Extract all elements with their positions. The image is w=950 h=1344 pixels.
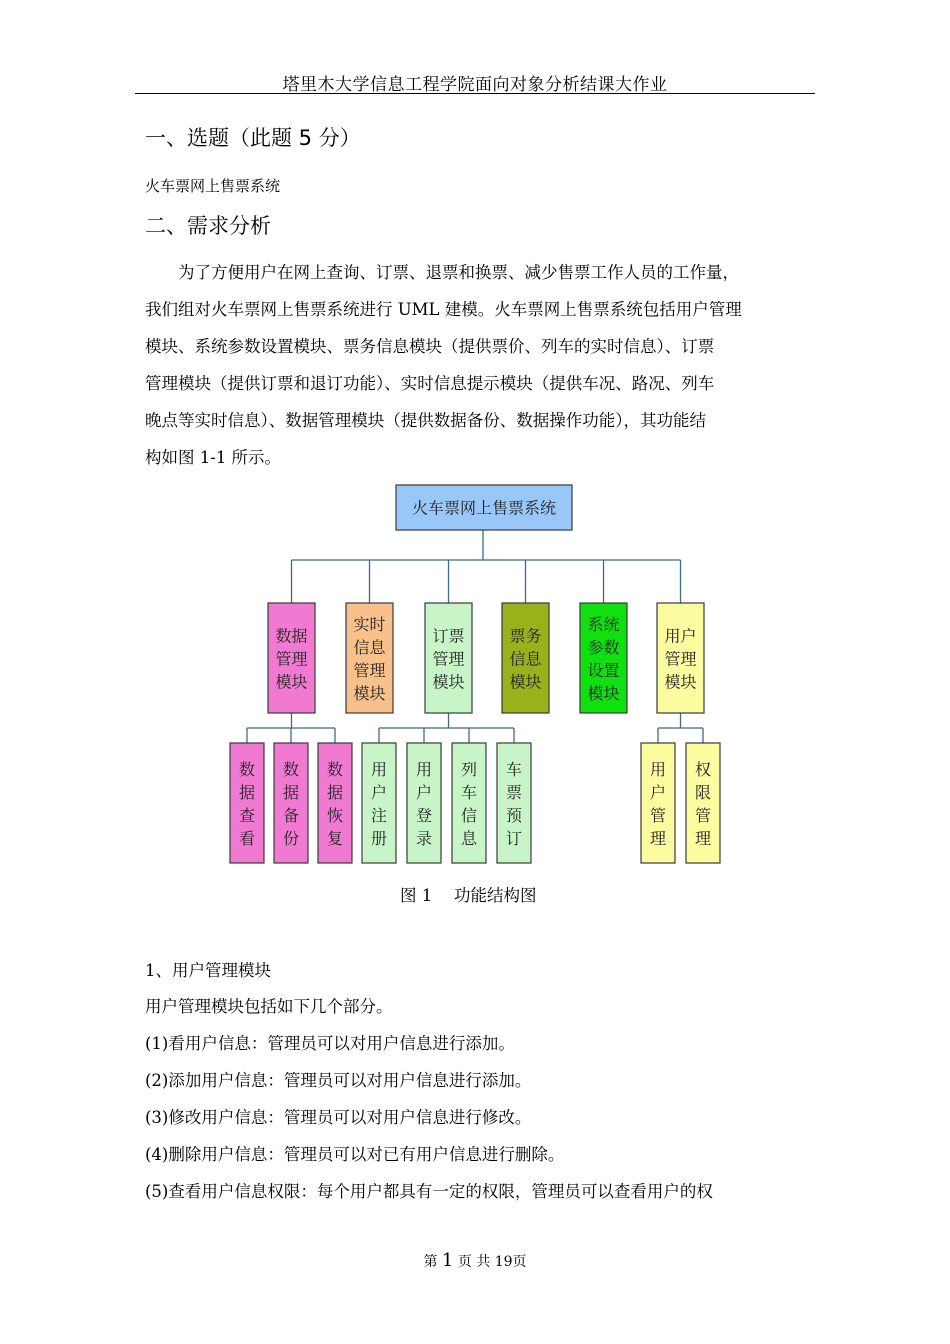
footer-prefix: 第 xyxy=(423,1254,438,1270)
module-box-5-label-line: 模块 xyxy=(587,683,620,703)
module-box-5-label-line: 系统 xyxy=(587,614,620,634)
data-sub-box-3 xyxy=(318,743,352,863)
module-box-3-label-line: 订票 xyxy=(432,626,465,646)
module-box-2-label-line: 管理 xyxy=(353,660,386,680)
data-sub-box-2-label-line: 数 xyxy=(282,759,300,779)
root-box xyxy=(396,485,572,530)
order-sub-box-1 xyxy=(362,743,396,863)
order-sub-box-2-label-line: 录 xyxy=(415,828,433,848)
data-sub-box-1-label-line: 查 xyxy=(238,805,256,825)
module-box-2-label-line: 信息 xyxy=(353,637,386,657)
order-sub-box-3-label-line: 息 xyxy=(460,828,478,848)
data-sub-box-2-label-line: 备 xyxy=(282,805,300,825)
requirement-line-2: 我们组对火车票网上售票系统进行 UML 建模。火车票网上售票系统包括用户管理 xyxy=(145,300,742,319)
data-sub-box-2-label-line: 据 xyxy=(282,782,300,802)
root-box-label-line: 火车票网上售票系统 xyxy=(411,498,557,518)
order-sub-box-4-label-line: 票 xyxy=(505,782,523,802)
data-sub-box-2-label-line: 份 xyxy=(282,828,300,848)
module-box-5-label-line: 参数 xyxy=(587,637,620,657)
module-box-2-label-line: 模块 xyxy=(353,683,386,703)
section3-intro: 用户管理模块包括如下几个部分。 xyxy=(145,997,393,1016)
data-sub-box-1 xyxy=(230,743,264,863)
data-sub-box-1-label-line: 数 xyxy=(238,759,256,779)
order-sub-box-4-label-line: 订 xyxy=(505,828,523,848)
user-sub-box-2-label-line: 限 xyxy=(694,782,712,802)
requirement-line-4: 管理模块（提供订票和退订功能）、实时信息提示模块（提供车况、路况、列车 xyxy=(145,374,715,393)
module-box-3-label-line: 模块 xyxy=(432,672,465,692)
data-sub-box-3-label-line: 据 xyxy=(326,782,344,802)
module-box-2-label-line: 实时 xyxy=(353,614,386,634)
module-box-6-label-line: 管理 xyxy=(664,649,697,669)
topic-text: 火车票网上售票系统 xyxy=(145,177,281,195)
requirement-line-6: 构如图 1-1 所示。 xyxy=(145,448,282,467)
order-sub-box-2-label-line: 户 xyxy=(415,782,433,802)
module-box-4-label-line: 票务 xyxy=(509,626,542,646)
module-box-3-label-line: 管理 xyxy=(432,649,465,669)
data-sub-box-3-label-line: 数 xyxy=(326,759,344,779)
module-box-6 xyxy=(657,603,704,713)
page-footer xyxy=(0,1250,950,1271)
order-sub-box-3-label-line: 信 xyxy=(460,805,478,825)
module-box-4-label-line: 模块 xyxy=(509,672,542,692)
footer-middle: 页 共 xyxy=(457,1254,491,1270)
data-sub-box-3-label-line: 复 xyxy=(326,828,344,848)
module-box-6-label-line: 用户 xyxy=(664,626,697,646)
footer-suffix: 页 xyxy=(512,1254,527,1270)
module-box-4 xyxy=(502,603,549,713)
module-box-5 xyxy=(580,603,627,713)
page-header: 塔里木大学信息工程学院面向对象分析结课大作业 xyxy=(282,75,668,95)
requirement-line-3: 模块、系统参数设置模块、票务信息模块（提供票价、列车的实时信息）、订票 xyxy=(145,337,715,356)
module-box-4-label-line: 信息 xyxy=(509,649,542,669)
module-box-5-label-line: 设置 xyxy=(587,660,620,680)
list-item-3: (3)修改用户信息：管理员可以对用户信息进行修改。 xyxy=(145,1108,532,1127)
module-box-2 xyxy=(346,603,393,713)
figure-caption: 图 1 功能结构图 xyxy=(400,886,537,905)
section1-heading: 一、选题（此题 5 分） xyxy=(145,126,361,150)
user-sub-box-1-label-line: 户 xyxy=(649,782,667,802)
list-item-4: (4)删除用户信息：管理员可以对已有用户信息进行删除。 xyxy=(145,1145,565,1164)
order-sub-box-1-label-line: 户 xyxy=(370,782,388,802)
user-sub-box-1 xyxy=(641,743,675,863)
footer-total-pages: 19 xyxy=(494,1254,513,1270)
module-box-1-label-line: 管理 xyxy=(275,649,308,669)
data-sub-box-1-label-line: 据 xyxy=(238,782,256,802)
user-sub-box-2 xyxy=(686,743,720,863)
user-sub-box-1-label-line: 管 xyxy=(649,805,667,825)
section2-heading: 二、需求分析 xyxy=(145,214,271,238)
module-box-1-label-line: 模块 xyxy=(275,672,308,692)
module-box-1 xyxy=(268,603,315,713)
requirement-line-5: 晚点等实时信息）、数据管理模块（提供数据备份、数据操作功能），其功能结 xyxy=(145,411,706,430)
footer-page-number: 1 xyxy=(441,1250,454,1271)
module-box-6-label-line: 模块 xyxy=(664,672,697,692)
user-sub-box-2-label-line: 理 xyxy=(694,828,712,848)
order-sub-box-1-label-line: 用 xyxy=(370,759,388,779)
data-sub-box-1-label-line: 看 xyxy=(238,828,256,848)
order-sub-box-2 xyxy=(407,743,441,863)
order-sub-box-4-label-line: 预 xyxy=(505,805,523,825)
section3-heading: 1、用户管理模块 xyxy=(145,961,271,980)
order-sub-box-4 xyxy=(497,743,531,863)
order-sub-box-2-label-line: 登 xyxy=(415,805,433,825)
data-sub-box-3-label-line: 恢 xyxy=(326,805,344,825)
user-sub-box-2-label-line: 权 xyxy=(694,759,712,779)
user-sub-box-1-label-line: 用 xyxy=(649,759,667,779)
order-sub-box-1-label-line: 注 xyxy=(370,805,388,825)
list-item-1: (1)看用户信息：管理员可以对用户信息进行添加。 xyxy=(145,1034,515,1053)
data-sub-box-2 xyxy=(274,743,308,863)
requirement-line-1: 为了方便用户在网上查询、订票、退票和换票、减少售票工作人员的工作量， xyxy=(145,263,739,282)
order-sub-box-3-label-line: 车 xyxy=(460,782,478,802)
module-box-1-label-line: 数据 xyxy=(275,626,308,646)
order-sub-box-3-label-line: 列 xyxy=(460,759,478,779)
list-item-5: (5)查看用户信息权限：每个用户都具有一定的权限，管理员可以查看用户的权 xyxy=(145,1182,713,1201)
list-item-2: (2)添加用户信息：管理员可以对用户信息进行添加。 xyxy=(145,1071,532,1090)
order-sub-box-1-label-line: 册 xyxy=(370,828,388,848)
user-sub-box-1-label-line: 理 xyxy=(649,828,667,848)
order-sub-box-4-label-line: 车 xyxy=(505,759,523,779)
user-sub-box-2-label-line: 管 xyxy=(694,805,712,825)
module-box-3 xyxy=(425,603,472,713)
order-sub-box-3 xyxy=(452,743,486,863)
order-sub-box-2-label-line: 用 xyxy=(415,759,433,779)
